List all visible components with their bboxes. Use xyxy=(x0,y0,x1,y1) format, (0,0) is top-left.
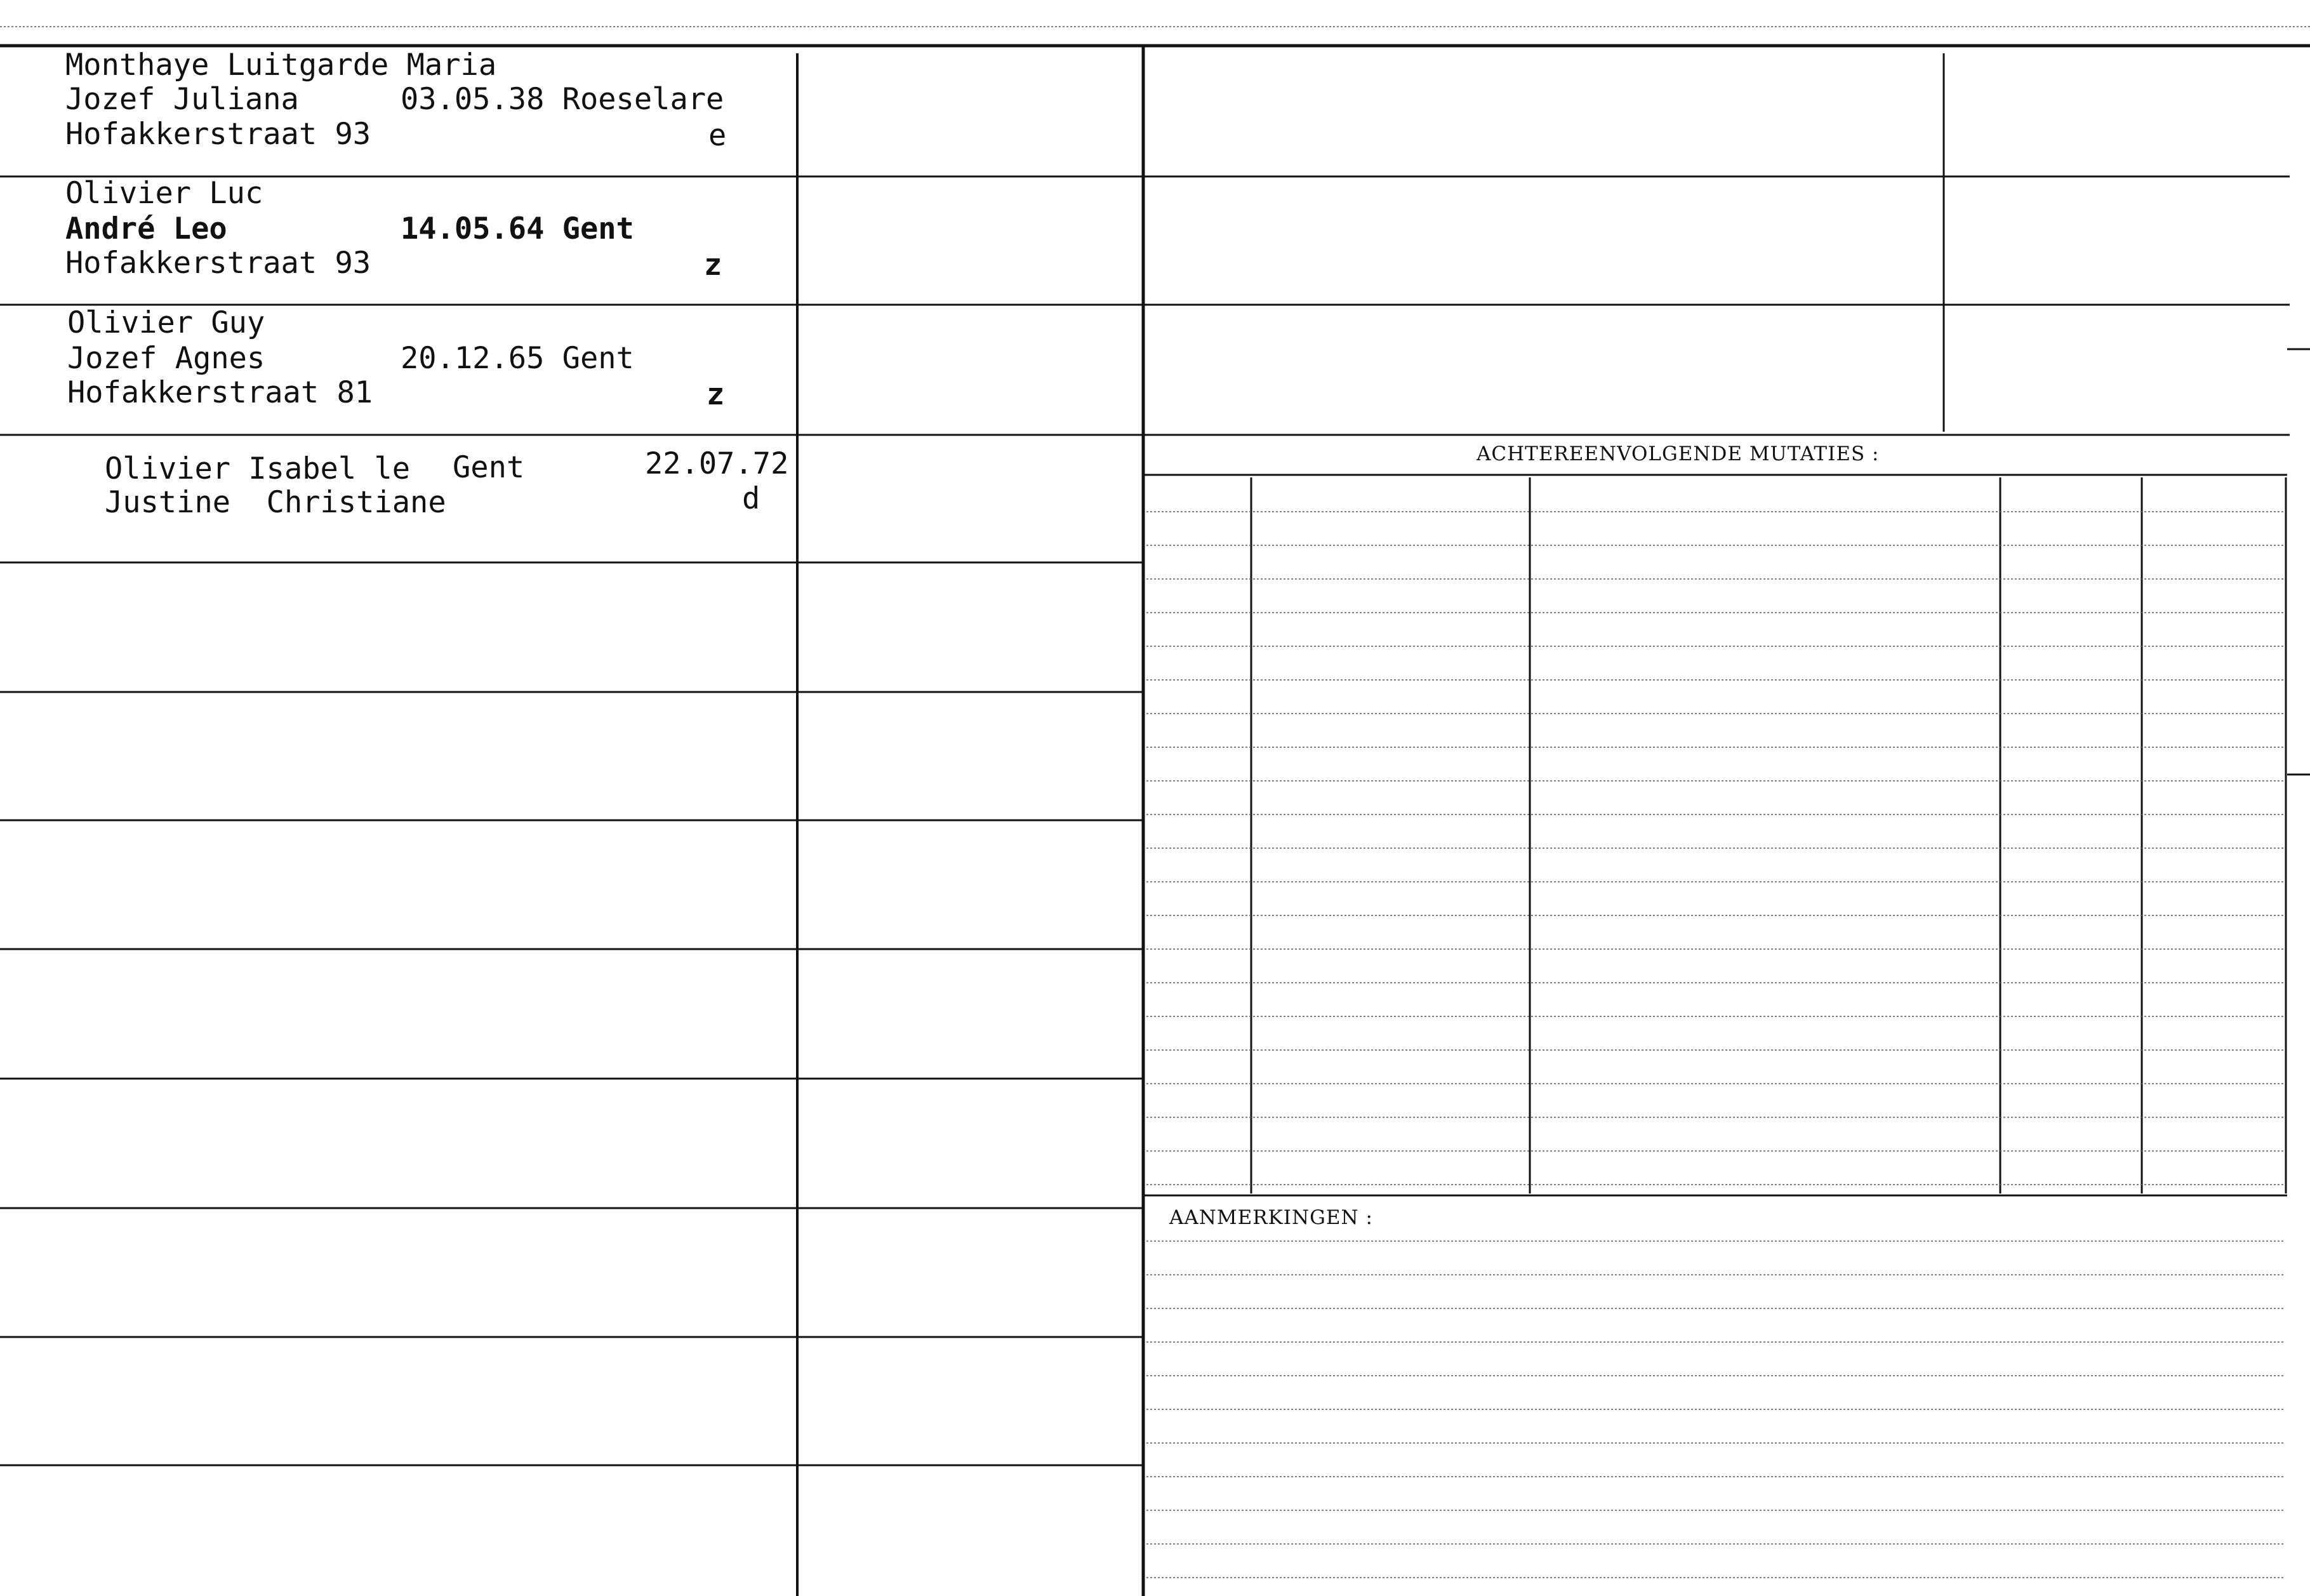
entry-2-line-1: Olivier Luc xyxy=(65,176,263,211)
remarks-heading: AANMERKINGEN : xyxy=(1169,1206,1373,1229)
entry-2-birth: 14.05.64 Gent xyxy=(401,211,634,246)
entry-1-code: e xyxy=(708,118,727,153)
entry-4-names: Olivier Isabel le xyxy=(105,451,411,486)
entry-3-given-names: Jozef Agnes xyxy=(67,341,265,376)
entry-2-address: Hofakkerstraat 93 xyxy=(65,246,371,281)
entry-3-birth: 20.12.65 Gent xyxy=(401,341,634,376)
entry-2-code: z xyxy=(704,248,722,283)
entry-1-line-1: Monthaye Luitgarde Maria xyxy=(65,48,497,83)
entry-2-given-names: André Leo xyxy=(65,211,227,246)
entry-3-code: z xyxy=(707,377,725,412)
entry-3-address: Hofakkerstraat 81 xyxy=(67,375,373,410)
entry-1-address: Hofakkerstraat 93 xyxy=(65,117,371,152)
entry-4-date: 22.07.72 xyxy=(645,446,789,481)
entry-1-birth: 03.05.38 Roeselare xyxy=(401,82,724,117)
entry-4-code: d xyxy=(742,481,760,516)
entry-3-line-1: Olivier Guy xyxy=(67,305,265,340)
entry-4-place: Gent xyxy=(453,450,525,485)
entry-1-given-names: Jozef Juliana xyxy=(65,82,299,117)
entry-4-line-2: Justine Christiane xyxy=(105,485,446,520)
mutations-heading: ACHTEREENVOLGENDE MUTATIES : xyxy=(1477,442,1880,465)
